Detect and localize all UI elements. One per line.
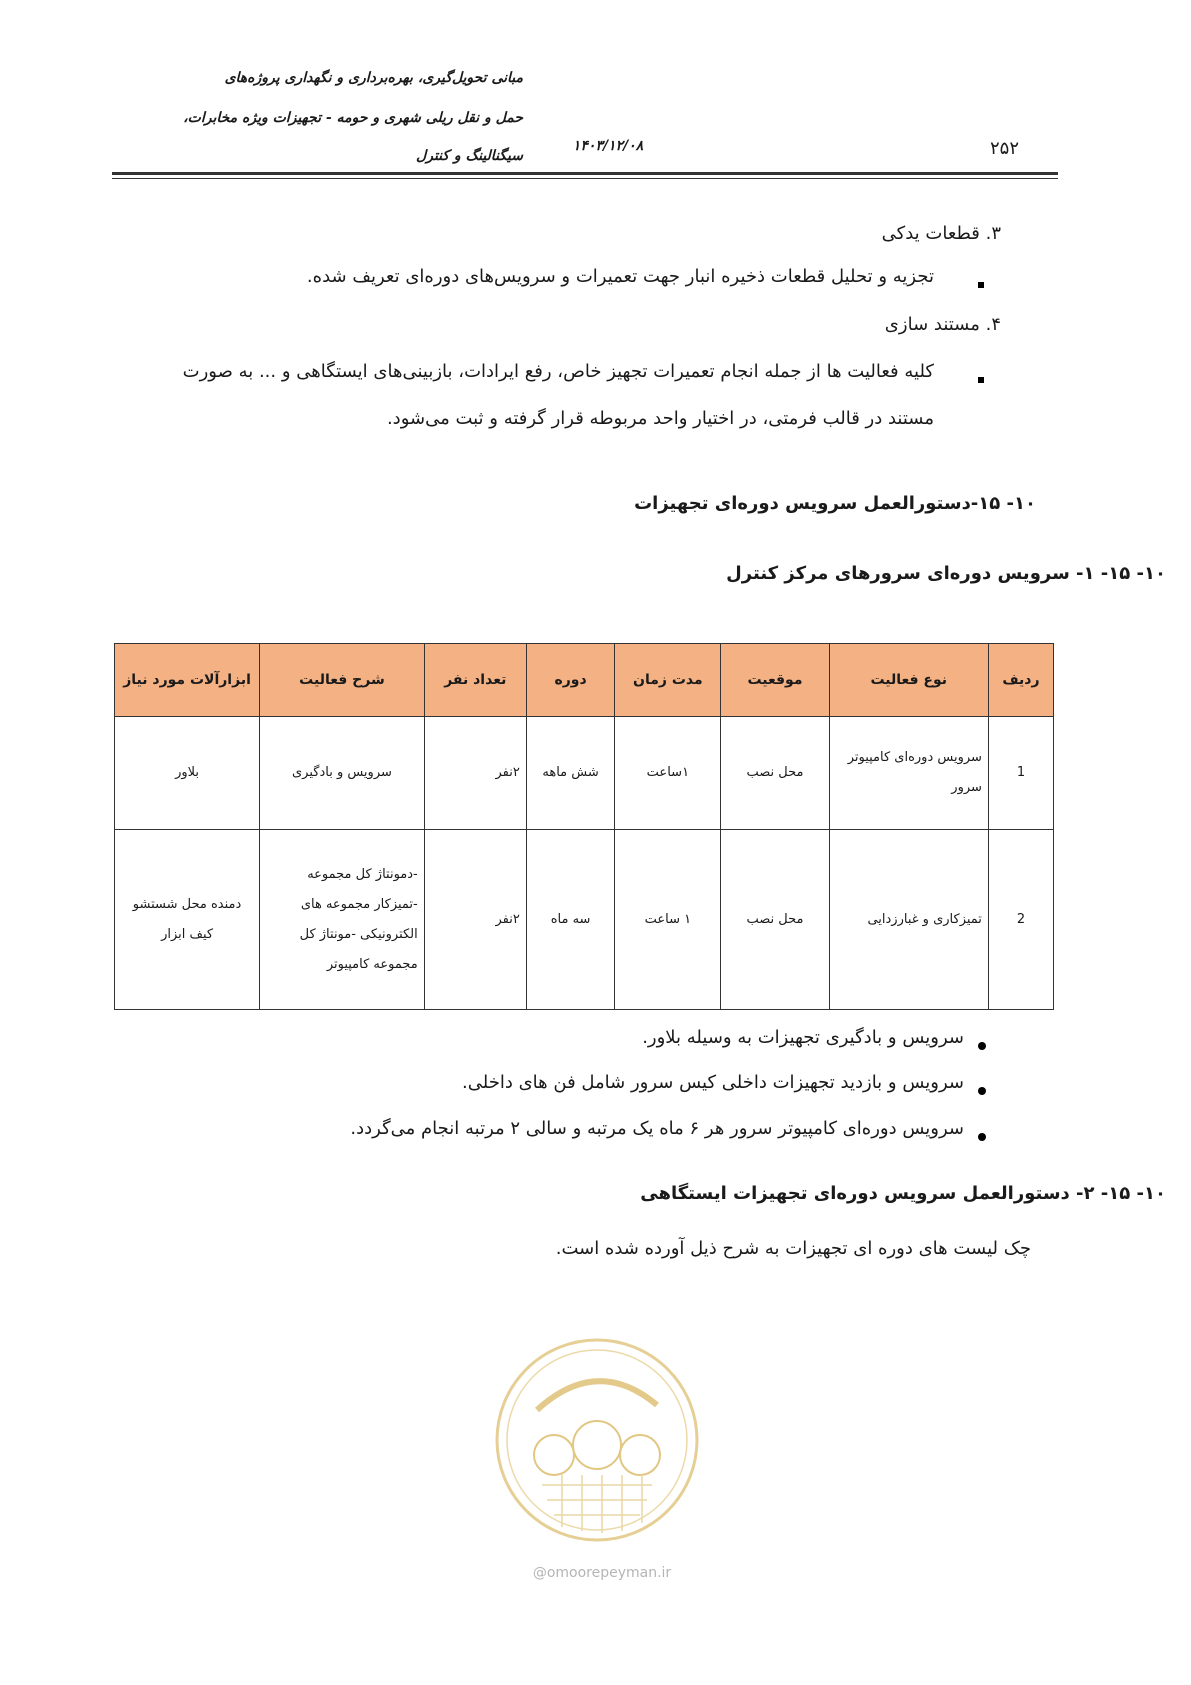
table-cell: -دمونتاژ کل مجموعه -تمیزکار مجموعه های الکترونیکی -مونتاژ کل مجموعه کامپیوتر [260, 830, 425, 1010]
table-cell: ۱ ساعت [615, 830, 721, 1010]
bullet-six-month-service: سرویس دوره‌ای کامپیوتر سرور هر ۶ ماه یک مرتبه و سالی ۲ مرتبه انجام می‌گردد. [350, 1118, 964, 1139]
header-rule-thin [112, 178, 1058, 179]
header-date: ۱۴۰۳/۱۲/۰۸ [572, 138, 644, 154]
table-row [115, 830, 1054, 1010]
header-title-line1: مبانی تحویل‌گیری، بهره‌برداری و نگهداری پروژه‌های [224, 70, 523, 86]
table-row [115, 717, 1054, 830]
table-cell: تمیزکاری و غبارزدایی [829, 830, 988, 1010]
table-header-cell: تعداد نفر [424, 644, 526, 717]
bullet-spare-parts: تجزیه و تحلیل قطعات ذخیره انبار جهت تعمیرات و سرویس‌های دوره‌ای تعریف شده. [306, 266, 934, 287]
bullet-documentation-line2: مستند در قالب فرمتی، در اختیار واحد مربوطه قرار گرفته و ثبت می‌شود. [386, 408, 934, 429]
table-header-cell: ردیف [988, 644, 1053, 717]
table-cell: شش ماهه [526, 717, 615, 830]
page-number: ۲۵۲ [990, 138, 1020, 159]
bullet-case-inspection: سرویس و بازدید تجهیزات داخلی کیس سرور شامل فن های داخلی. [462, 1072, 964, 1093]
table-header-cell: شرح فعالیت [260, 644, 425, 717]
bullet-documentation-line1: کلیه فعالیت ها از جمله انجام تعمیرات تجهیز خاص، رفع ایرادات، بازبینی‌های ایستگاهی و ... به صورت [182, 361, 934, 382]
table-cell: 2 [988, 830, 1053, 1010]
table-header-cell: موقعیت [721, 644, 829, 717]
square-bullet-icon [978, 368, 984, 387]
table-header-row [115, 644, 1054, 717]
table-header-cell: مدت زمان [615, 644, 721, 717]
header-rule-thick [112, 172, 1058, 175]
table-cell: دمنده محل شستشو کیف ابزار [115, 830, 260, 1010]
service-table [114, 643, 1054, 1010]
table-cell: 1 [988, 717, 1053, 830]
list-item-4: ۴. مستند سازی [884, 314, 1001, 335]
list-item-3: ۳. قطعات یدکی [881, 223, 1001, 244]
bullet-dot-icon [978, 1080, 986, 1099]
watermark-logo [492, 1335, 702, 1545]
table-cell: سرویس دوره‌ای کامپیوتر سرور [829, 717, 988, 830]
section-heading-10-15-1: ۱۰- ۱۵- ۱- سرویس دوره‌ای سرورهای مرکز کنترل [726, 563, 1166, 584]
table-cell: محل نصب [721, 830, 829, 1010]
bullet-blower: سرویس و بادگیری تجهیزات به وسیله بلاور. [642, 1027, 964, 1048]
section-heading-10-15: ۱۰- ۱۵-دستورالعمل سرویس دوره‌ای تجهیزات [634, 493, 1036, 514]
header-title-line2: حمل و نقل ریلی شهری و حومه - تجهیزات ویژه مخابرات، [183, 110, 523, 126]
square-bullet-icon [978, 273, 984, 292]
table-cell: بلاور [115, 717, 260, 830]
table-cell: ۲نفر [424, 830, 526, 1010]
watermark-text: @omoorepeyman.ir [532, 1565, 672, 1581]
seal-icon [492, 1335, 702, 1545]
table-cell: ۱ساعت [615, 717, 721, 830]
header-title-line3: سیگنالینگ و کنترل [416, 148, 523, 164]
bullet-dot-icon [978, 1035, 986, 1054]
table-header-cell: نوع فعالیت [829, 644, 988, 717]
table-header-cell: دوره [526, 644, 615, 717]
table-header-cell: ابزارآلات مورد نیاز [115, 644, 260, 717]
checklist-paragraph: چک لیست های دوره ای تجهیزات به شرح ذیل آورده شده است. [555, 1238, 1031, 1259]
table-cell: سه ماه [526, 830, 615, 1010]
table-cell: سرویس و بادگیری [260, 717, 425, 830]
table-cell: ۲نفر [424, 717, 526, 830]
table-cell: محل نصب [721, 717, 829, 830]
section-heading-10-15-2: ۱۰- ۱۵- ۲- دستورالعمل سرویس دوره‌ای تجهیزات ایستگاهی [640, 1183, 1166, 1204]
bullet-dot-icon [978, 1126, 986, 1145]
